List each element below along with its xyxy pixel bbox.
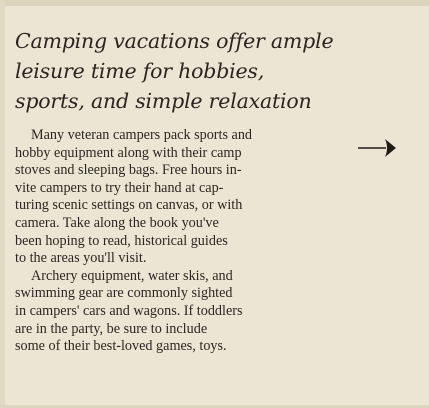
body-line-5: turing scenic settings on canvas, or with — [15, 197, 243, 214]
body-line-10: swimming gear are commonly sighted — [15, 285, 233, 302]
body-line-9: Archery equipment, water skis, and — [31, 267, 233, 284]
body-line-8: to the areas you'll visit. — [15, 250, 147, 267]
heading-line-2: leisure time for hobbies, — [15, 59, 265, 83]
body-line-2: hobby equipment along with their camp — [15, 144, 242, 161]
body-line-11: in campers' cars and wagons. If toddlers — [15, 302, 243, 319]
page-top-edge — [0, 0, 429, 6]
body-line-13: some of their best-loved games, toys. — [15, 338, 227, 355]
page-left-edge — [0, 0, 5, 408]
article-body — [15, 127, 360, 356]
body-line-6: camera. Take along the book you've — [15, 214, 219, 231]
body-line-4: vite campers to try their hand at cap- — [15, 179, 224, 196]
heading-line-3: sports, and simple relaxation — [15, 89, 312, 113]
article-heading — [15, 26, 360, 116]
body-line-1: Many veteran campers pack sports and — [31, 127, 253, 143]
arrow-pointer-icon — [356, 137, 402, 159]
heading-line-1: Camping vacations offer ample — [15, 29, 334, 53]
body-line-3: stoves and sleeping bags. Free hours in- — [15, 162, 242, 179]
body-line-12: are in the party, be sure to include — [15, 320, 208, 337]
body-line-7: been hoping to read, historical guides — [15, 232, 228, 249]
article — [15, 26, 360, 356]
